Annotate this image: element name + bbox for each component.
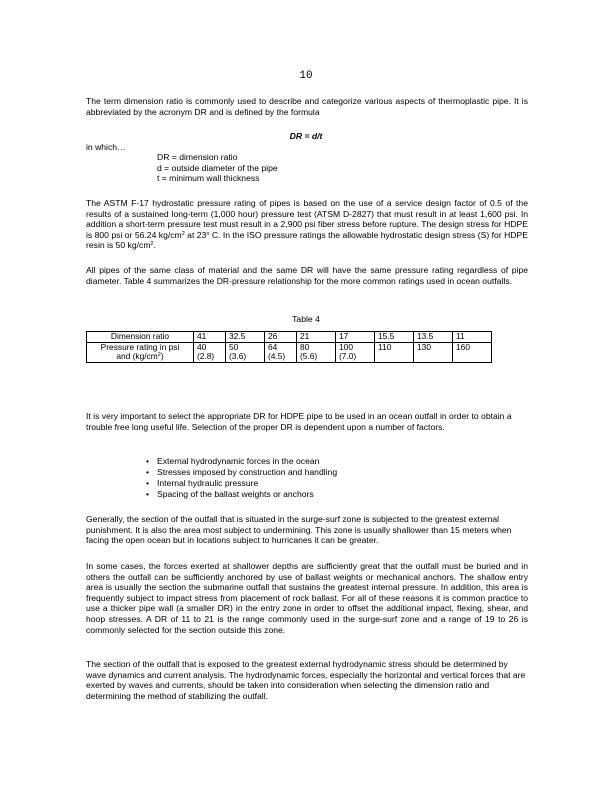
- astm-sup-3: 2: [150, 241, 154, 248]
- table-row-pressure: [87, 342, 492, 362]
- table-cell: 13.5: [414, 332, 453, 343]
- bullet-icon: •: [146, 478, 150, 489]
- dr-pressure-table: [86, 331, 492, 363]
- astm-text-3: C. In the ISO pressure ratings the allowable hydrostatic design stress (S) for HDPE resin is 50 kg/cm: [86, 229, 528, 251]
- table-cell: 160: [453, 342, 492, 362]
- surge-paragraph: Generally, the section of the outfall that is situated in the surge-surf zone is subjected to the greatest external punishment. It is also the area most subject to undermining. This zone is usually shallower than 15 meters when facing the open ocean but in locations subject to hurricanes it can be greater.: [86, 514, 512, 546]
- astm-sup-1: 2: [181, 230, 185, 237]
- list-item: • Stresses imposed by construction and handling: [146, 467, 338, 478]
- forces-paragraph: In some cases, the forces exerted at shallower depths are sufficiently great that the outfall must be buried and in others the outfall can be sufficiently anchored by use of ballast weights or mechanical anchors. The shallow entry area is usually the section the submarine outfall that sustains the greatest internal pressure. In addition, this area is frequently subject to impact stress from placement of rock ballast. For all of these reasons it is common practice to use a thicker pipe wall (a smaller DR) in the entry zone in order to offset the additional impact, flexing, shear, and hoop stresses. A DR of 11 to 21 is the range commonly used in the surge-surf zone and a range of 19 to 26 is commonly selected for the section outside this zone.: [86, 561, 528, 635]
- table-cell: 41: [194, 332, 226, 343]
- list-item: • Spacing of the ballast weights or anchors: [146, 489, 314, 500]
- table-cell: 64 (4.5): [265, 342, 297, 362]
- pressure-label-line1: Pressure rating in psi: [100, 341, 180, 352]
- table-cell: 40 (2.8): [194, 342, 226, 362]
- bullet-icon: •: [146, 489, 150, 500]
- table-row-dr: [87, 332, 492, 343]
- table-cell: 17: [336, 332, 375, 343]
- dr-formula: DR = d/t: [289, 131, 323, 141]
- table-cell: 100 (7.0): [336, 342, 375, 362]
- select-paragraph: It is very important to select the appropriate DR for HDPE pipe to be used in an ocean outfall in order to obtain a trouble free long useful life. Selection of the proper DR is dependent upon a number of factors.: [86, 411, 512, 432]
- definition-d: d = outside diameter of the pipe: [157, 162, 278, 173]
- intro-paragraph: The term dimension ratio is commonly used to describe and categorize various aspects of thermoplastic pipe. It is abbreviated by the acronym DR and is defined by the formula: [86, 96, 528, 117]
- pressure-label-sup: 2: [157, 352, 161, 359]
- astm-sup-2: o: [206, 230, 210, 237]
- final-paragraph: The section of the outfall that is exposed to the greatest external hydrodynamic stress should be determined by wave dynamics and current analysis. The hydrodynamic forces, especially the horizontal and vertical forces that are exerted by waves and currents, should be taken into consideration when selecting the dimension ratio and determining the method of stabilizing the outfall.: [86, 659, 526, 701]
- astm-paragraph: [86, 198, 528, 251]
- table-cell: 110: [375, 342, 414, 362]
- factors-list: [146, 456, 337, 500]
- table-cell: 11: [453, 332, 492, 343]
- pressure-label-line2: and (kg/cm: [116, 351, 158, 362]
- astm-text-1: The ASTM F-17 hydrostatic pressure rating of pipes is based on the use of a service design factor of 0.5 of the results of a sustained long-term (1,000 hour) pressure test (ATSM D-2827) that must result in at least 1,600 psi. In addition a short-term pressure test must result in a 2,900 psi fiber stress before rupture. The design stress for HDPE is 800 psi or 56.24 kg/cm: [86, 198, 528, 240]
- table-cell: 15.5: [375, 332, 414, 343]
- row-label-dimension-ratio: Dimension ratio: [87, 332, 194, 343]
- table-caption: Table 4: [292, 314, 320, 324]
- pressure-label-close: ): [160, 351, 164, 362]
- astm-text-4: .: [153, 240, 156, 251]
- definitions-list: [157, 152, 278, 184]
- in-which-label: in which…: [86, 142, 126, 152]
- table-cell: 80 (5.6): [297, 342, 336, 362]
- row-label-pressure: [87, 342, 194, 362]
- list-item: • Internal hydraulic pressure: [146, 478, 259, 489]
- page-number: 10: [299, 70, 313, 82]
- astm-text-2: at 23: [184, 229, 207, 240]
- table-cell: 26: [265, 332, 297, 343]
- table-cell: 32.5: [226, 332, 265, 343]
- bullet-icon: •: [146, 456, 150, 466]
- bullet-icon: •: [146, 467, 150, 478]
- table-cell: 21: [297, 332, 336, 343]
- class-paragraph: All pipes of the same class of material and the same DR will have the same pressure rating regardless of pipe diameter. Table 4 summarizes the DR-pressure relationship for the more common ratings used in ocean outfalls.: [86, 265, 528, 286]
- definition-dr: DR = dimension ratio: [157, 152, 238, 162]
- list-item: • External hydrodynamic forces in the ocean: [146, 456, 320, 466]
- table-cell: 50 (3.6): [226, 342, 265, 362]
- definition-t: t = minimum wall thickness: [157, 173, 260, 184]
- table-cell: 130: [414, 342, 453, 362]
